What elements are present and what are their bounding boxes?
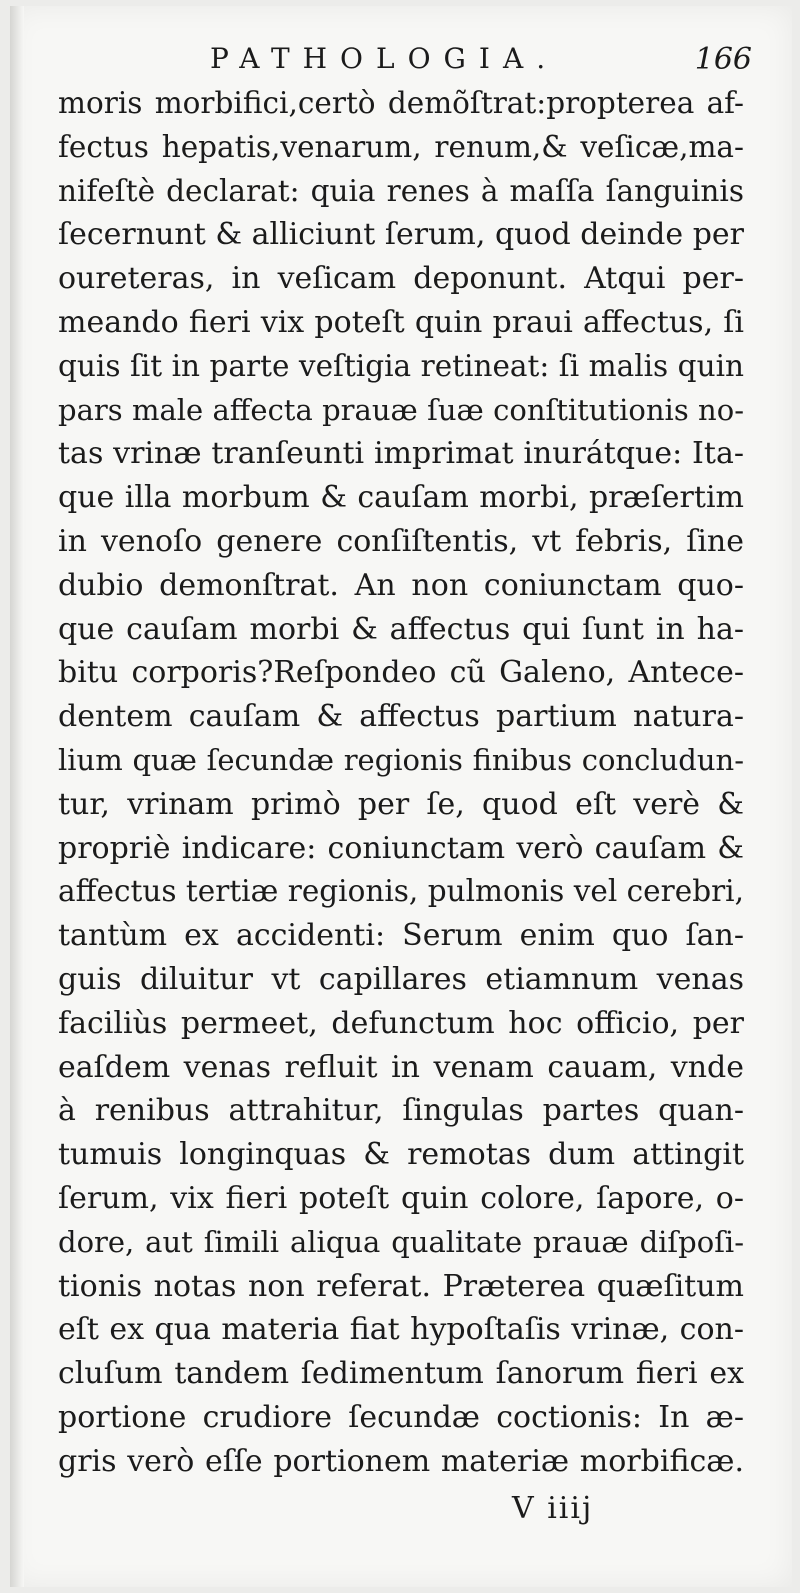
text-line: tantùm ex accidenti: Serum enim quo ſan-	[58, 918, 744, 954]
text-line: eſt ex qua materia fiat hypoſtaſis vrinæ, con-	[58, 1312, 744, 1348]
text-line: affectus tertiæ regionis, pulmonis vel cerebri,	[58, 874, 744, 909]
text-line: ſerum, vix fieri poteſt quin colore, ſapore, o-	[58, 1180, 744, 1216]
text-line: eaſdem venas refluit in venam cauam, vnde	[58, 1049, 744, 1085]
text-line: quis ſit in parte veſtigia retineat: ſi malis quin	[58, 348, 744, 383]
text-line: dore, aut ſimili aliqua qualitate prauæ diſpoſi-	[58, 1224, 744, 1259]
text-line: tur, vrinam primò per ſe, quod eſt verè &	[58, 786, 744, 822]
text-line: lium quæ ſecundæ regionis finibus concludun-	[58, 742, 744, 777]
text-line: guis diluitur vt capillares etiamnum venas	[58, 961, 744, 997]
text-line: moris morbifici,certò demõſtrat:propterea af-	[58, 86, 744, 120]
text-line: cluſum tandem ſedimentum ſanorum fieri ex	[58, 1356, 744, 1392]
running-head: PATHOLOGIA.	[210, 42, 559, 75]
text-line: fectus hepatis,venarum, renum,& veſicæ,ma-	[58, 129, 744, 164]
text-line: que illa morbum & cauſam morbi, præſertim	[58, 480, 744, 516]
text-line: dentem cauſam & affectus partium natura-	[58, 699, 744, 735]
text-line: tas vrinæ tranſeunti imprimat inurátque: Ita-	[58, 436, 744, 472]
text-line: ſecernunt & alliciunt ſerum, quod deinde per	[58, 217, 744, 253]
text-line: nifeſtè declarat: quia renes à maſſa ſanguinis	[58, 173, 744, 208]
text-line: à renibus attrahitur, ſingulas partes quan-	[58, 1093, 744, 1129]
body-text	[58, 82, 744, 1484]
text-line: tumuis longinquas & remotas dum attingit	[58, 1137, 744, 1173]
signature-mark: V iiij	[512, 1491, 594, 1526]
text-line: portione crudiore ſecundæ coctionis: In æ-	[58, 1399, 744, 1435]
text-line: meando fieri vix poteſt quin praui affectus, ſi	[58, 304, 744, 340]
text-line: dubio demonſtrat. An non coniunctam quo-	[58, 567, 744, 603]
text-line: pars male affecta prauæ ſuæ conſtitutionis no-	[58, 392, 744, 427]
text-line: propriè indicare: coniunctam verò cauſam &	[58, 830, 744, 866]
text-line: tionis notas non referat. Præterea quæſitum	[58, 1268, 744, 1304]
text-line: in venoſo genere conſiſtentis, vt febris, ſine	[58, 523, 744, 559]
page-number: 166	[694, 42, 752, 77]
book-page	[10, 6, 792, 1587]
text-line: oureteras, in veſicam deponunt. Atqui per-	[58, 261, 744, 297]
text-line: gris verò eſſe portionem materiæ morbificæ.	[58, 1443, 744, 1479]
text-line: que cauſam morbi & affectus qui ſunt in ha-	[58, 611, 744, 647]
text-line: faciliùs permeet, defunctum hoc officio, per	[58, 1005, 744, 1041]
page-gutter-shadow	[10, 6, 24, 1587]
page-header	[210, 42, 752, 86]
text-line: bitu corporis?Reſpondeo cũ Galeno, Antece-	[58, 655, 744, 691]
